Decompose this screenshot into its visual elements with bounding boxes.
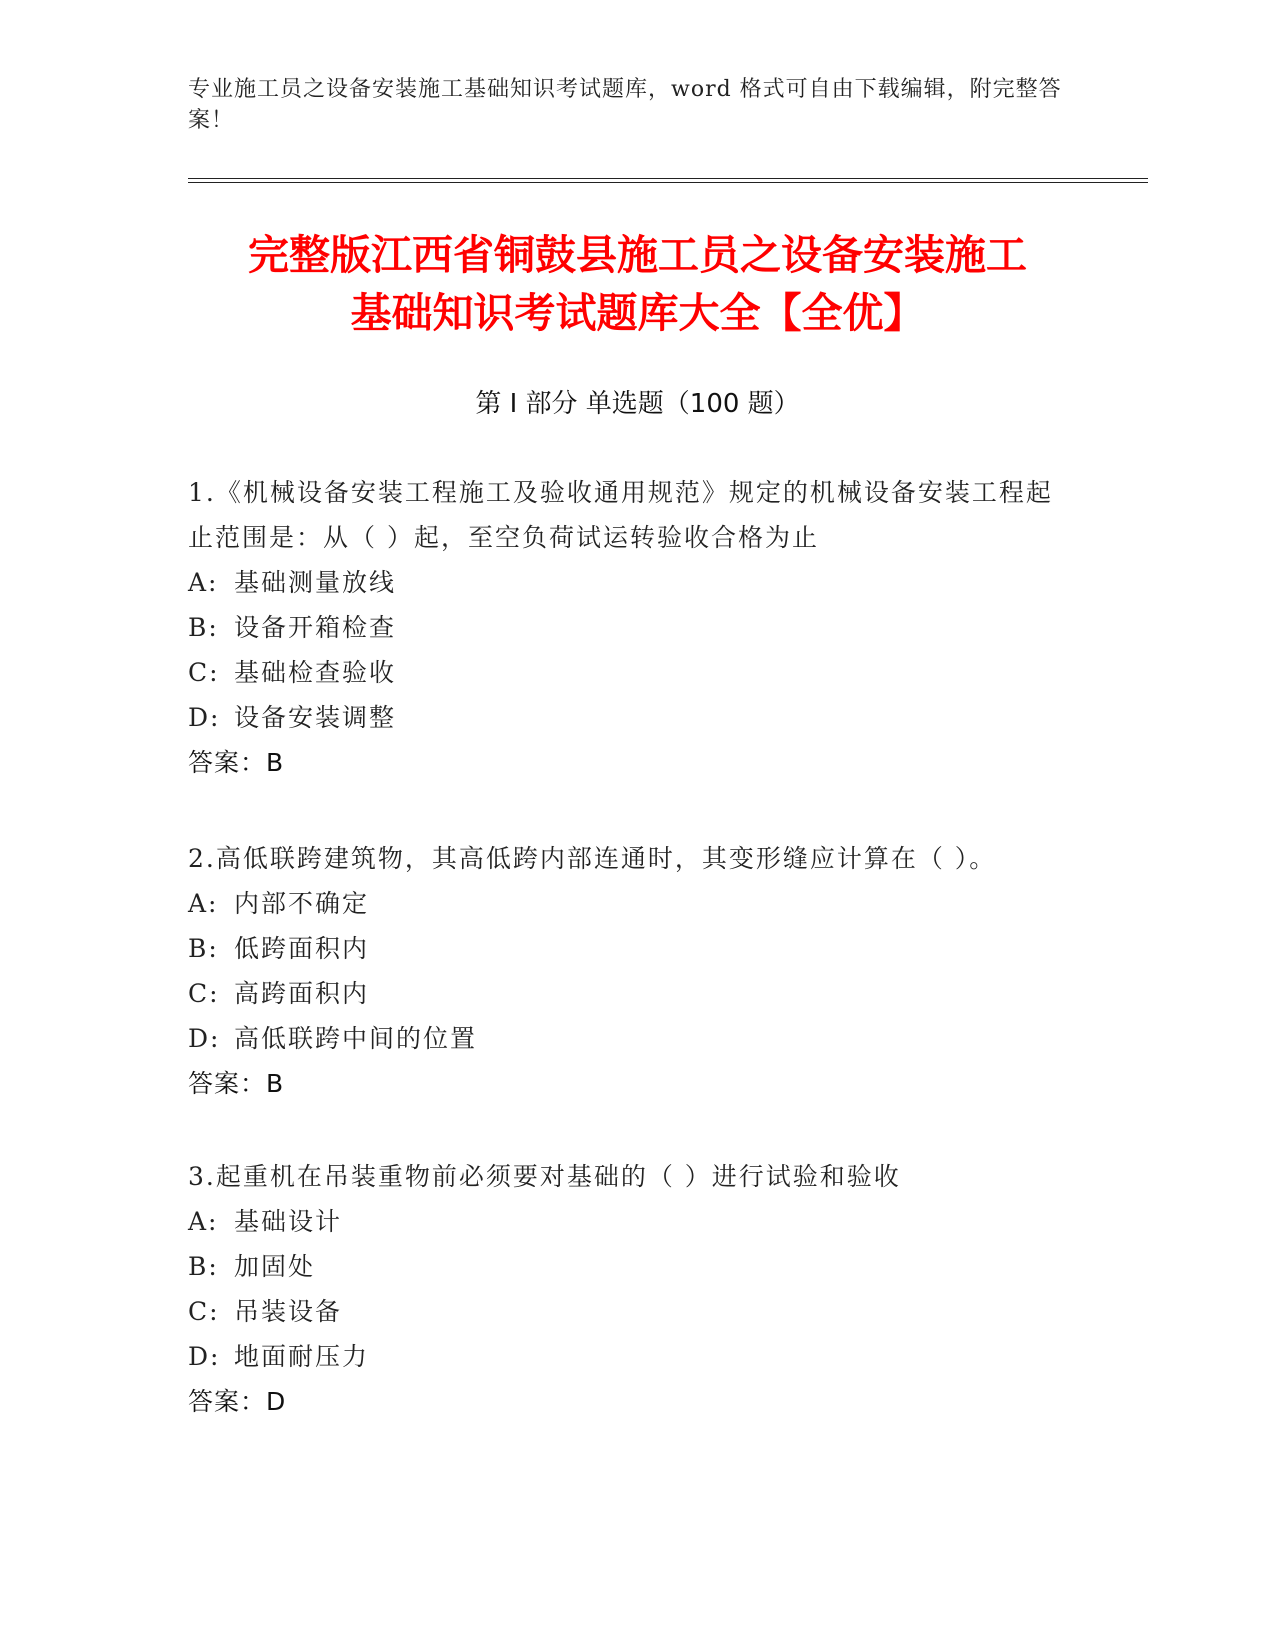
header-note: 专业施工员之设备安装施工基础知识考试题库，word 格式可自由下载编辑，附完整答案！ [188,77,1062,133]
option-key: D: [188,1024,221,1053]
option-text: 设备开箱检查 [234,613,397,642]
option-a [188,1199,1068,1244]
option-text: 基础检查验收 [234,658,397,687]
option-text: 高跨面积内 [234,979,370,1008]
option-c [188,971,1068,1016]
option-d [188,1016,1068,1061]
option-key: B: [188,1252,219,1281]
header-divider-top [188,178,1148,179]
option-text: 低跨面积内 [234,934,370,963]
option-text: 吊装设备 [234,1297,343,1326]
option-c [188,1289,1068,1334]
option-key: B: [188,934,219,963]
document-title-line-2: 基础知识考试题库大全【全优】 [350,289,925,337]
option-a [188,881,1068,926]
option-key: C: [188,658,220,687]
option-text: 内部不确定 [234,889,370,918]
option-text: 设备安装调整 [234,703,397,732]
question-2 [188,836,1068,1106]
section-heading: 第 I 部分 单选题（100 题） [475,389,800,419]
option-text: 加固处 [234,1252,316,1281]
option-text: 基础测量放线 [234,568,397,597]
option-text: 地面耐压力 [234,1342,370,1371]
option-key: C: [188,1297,220,1326]
question-3 [188,1154,1068,1424]
option-key: D: [188,1342,221,1371]
option-key: A: [188,568,219,597]
option-c [188,650,1068,695]
option-key: A: [188,1207,219,1236]
question-stem: 3.起重机在吊装重物前必须要对基础的（ ）进行试验和验收 [188,1162,901,1191]
question-answer: 答案：B [188,1069,285,1098]
option-b [188,1244,1068,1289]
option-b [188,605,1068,650]
option-text: 高低联跨中间的位置 [234,1024,478,1053]
option-key: C: [188,979,220,1008]
option-key: A: [188,889,219,918]
question-stem: 2.高低联跨建筑物，其高低跨内部连通时，其变形缝应计算在（ ）。 [188,844,997,873]
option-key: D: [188,703,221,732]
option-d [188,1334,1068,1379]
option-d [188,695,1068,740]
option-text: 基础设计 [234,1207,343,1236]
option-b [188,926,1068,971]
question-stem: 1.《机械设备安装工程施工及验收通用规范》规定的机械设备安装工程起止范围是：从（ ）起，至空负荷试运转验收合格为止 [188,478,1053,552]
option-key: B: [188,613,219,642]
question-1 [188,470,1068,785]
header-divider-bottom [188,182,1148,183]
question-answer: 答案：B [188,748,285,777]
option-a [188,560,1068,605]
question-answer: 答案：D [188,1387,287,1416]
document-title-line-1: 完整版江西省铜鼓县施工员之设备安装施工 [248,231,1027,279]
document-title [150,226,1125,342]
